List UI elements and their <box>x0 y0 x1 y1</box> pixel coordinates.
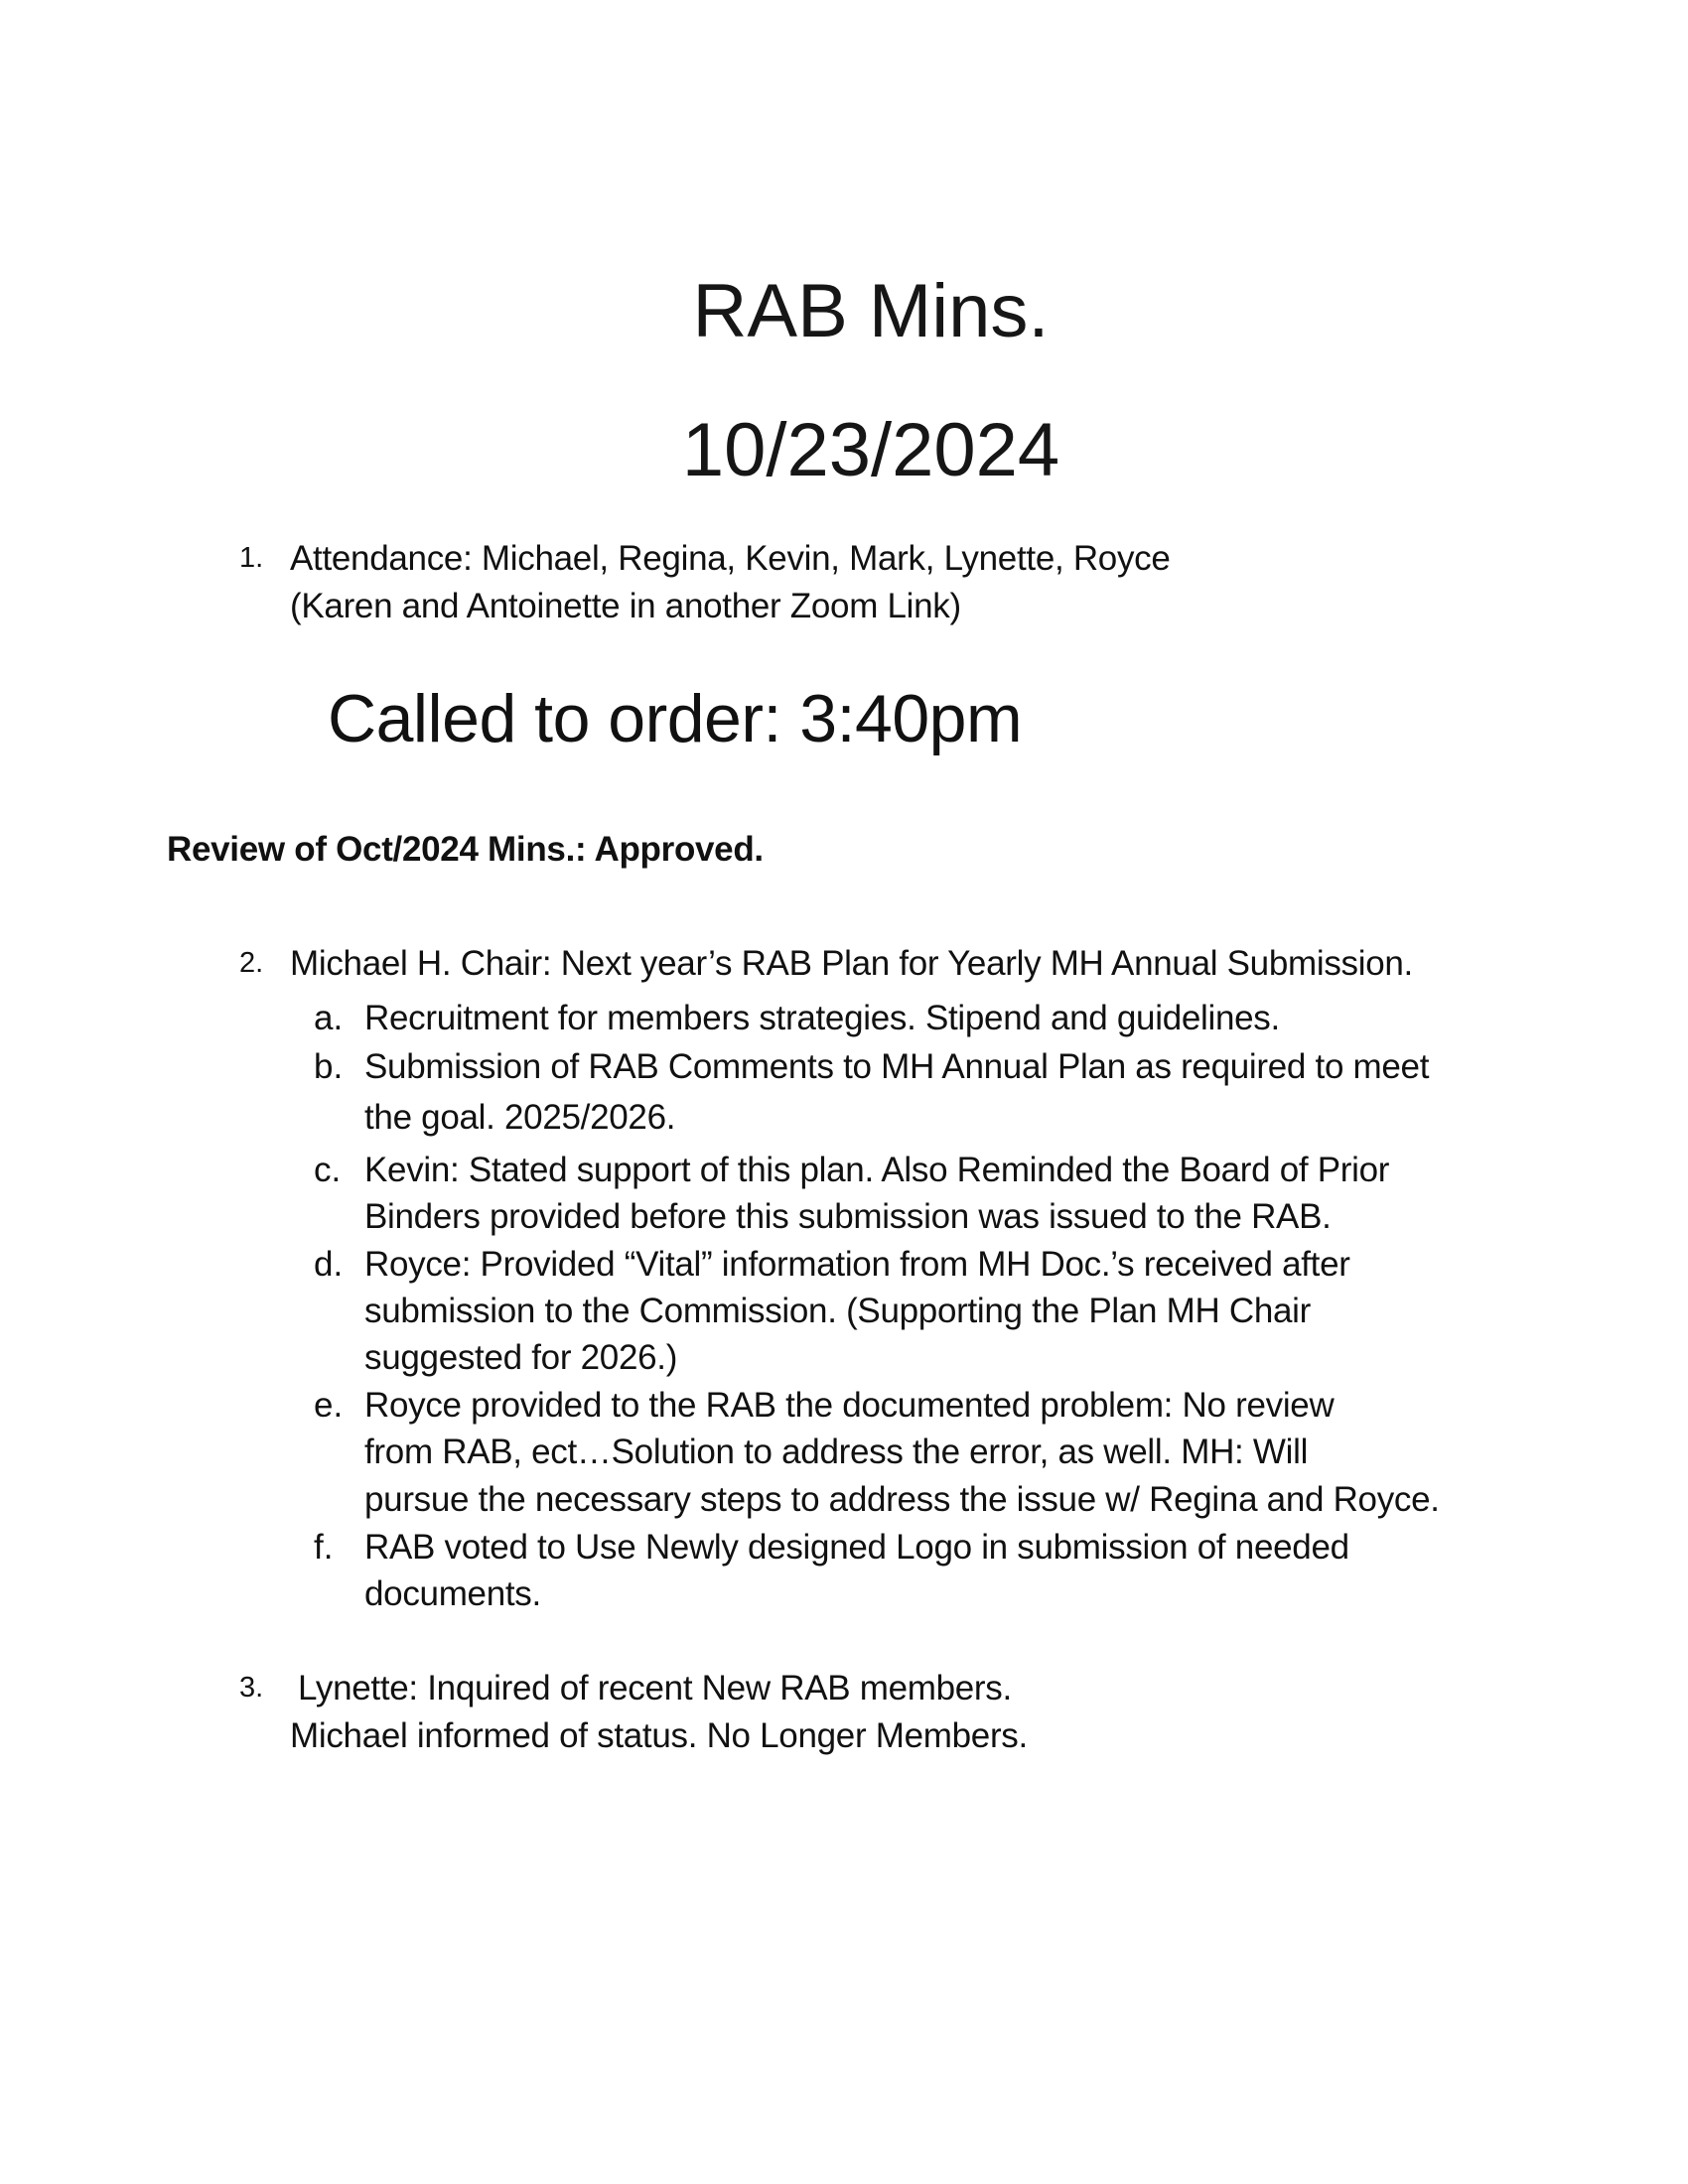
subitem-line: Recruitment for members strategies. Stipend and guidelines. <box>364 999 1280 1037</box>
item-2-heading: Michael H. Chair: Next year’s RAB Plan for Yearly MH Annual Submission. <box>290 944 1413 983</box>
called-to-order: Called to order: 3:40pm <box>328 681 1023 756</box>
subitem-line: from RAB, ect…Solution to address the error, as well. MH: Will <box>364 1433 1309 1471</box>
subitem-line: RAB voted to Use Newly designed Logo in submission of needed <box>364 1528 1349 1567</box>
subitem-line: submission to the Commission. (Supporting the Plan MH Chair <box>364 1292 1311 1330</box>
item-3-number: 3. <box>239 1672 264 1704</box>
subitem-line: Royce: Provided “Vital” information from MH Doc.’s received after <box>364 1245 1350 1284</box>
subitem-line: pursue the necessary steps to address the issue w/ Regina and Royce. <box>364 1480 1440 1519</box>
item-2-number: 2. <box>239 947 264 979</box>
item-3-line: Michael informed of status. No Longer Members. <box>290 1716 1028 1755</box>
subitem-line: suggested for 2026.) <box>364 1338 678 1377</box>
subitem-letter: a. <box>314 999 344 1037</box>
review-approval: Review of Oct/2024 Mins.: Approved. <box>167 830 764 869</box>
meeting-date: 10/23/2024 <box>681 408 1060 492</box>
subitem-letter: f. <box>314 1528 334 1567</box>
subitem-letter: b. <box>314 1047 344 1086</box>
subitem-line: Kevin: Stated support of this plan. Also Reminded the Board of Prior <box>364 1151 1390 1189</box>
item-3-line: Lynette: Inquired of recent New RAB members. <box>298 1669 1012 1707</box>
document-title: RAB Mins. <box>692 269 1050 353</box>
attendance-line: Attendance: Michael, Regina, Kevin, Mark, Lynette, Royce <box>290 539 1171 578</box>
subitem-letter: e. <box>314 1386 344 1425</box>
subitem-line: Binders provided before this submission was issued to the RAB. <box>364 1197 1332 1236</box>
attendance-note: (Karen and Antoinette in another Zoom Link) <box>290 587 961 625</box>
subitem-letter: c. <box>314 1151 342 1189</box>
subitem-letter: d. <box>314 1245 344 1284</box>
subitem-line: documents. <box>364 1574 541 1613</box>
subitem-line: Submission of RAB Comments to MH Annual Plan as required to meet <box>364 1047 1430 1086</box>
subitem-line: Royce provided to the RAB the documented problem: No review <box>364 1386 1335 1425</box>
subitem-line: the goal. 2025/2026. <box>364 1098 676 1137</box>
item-1-number: 1. <box>239 542 264 574</box>
